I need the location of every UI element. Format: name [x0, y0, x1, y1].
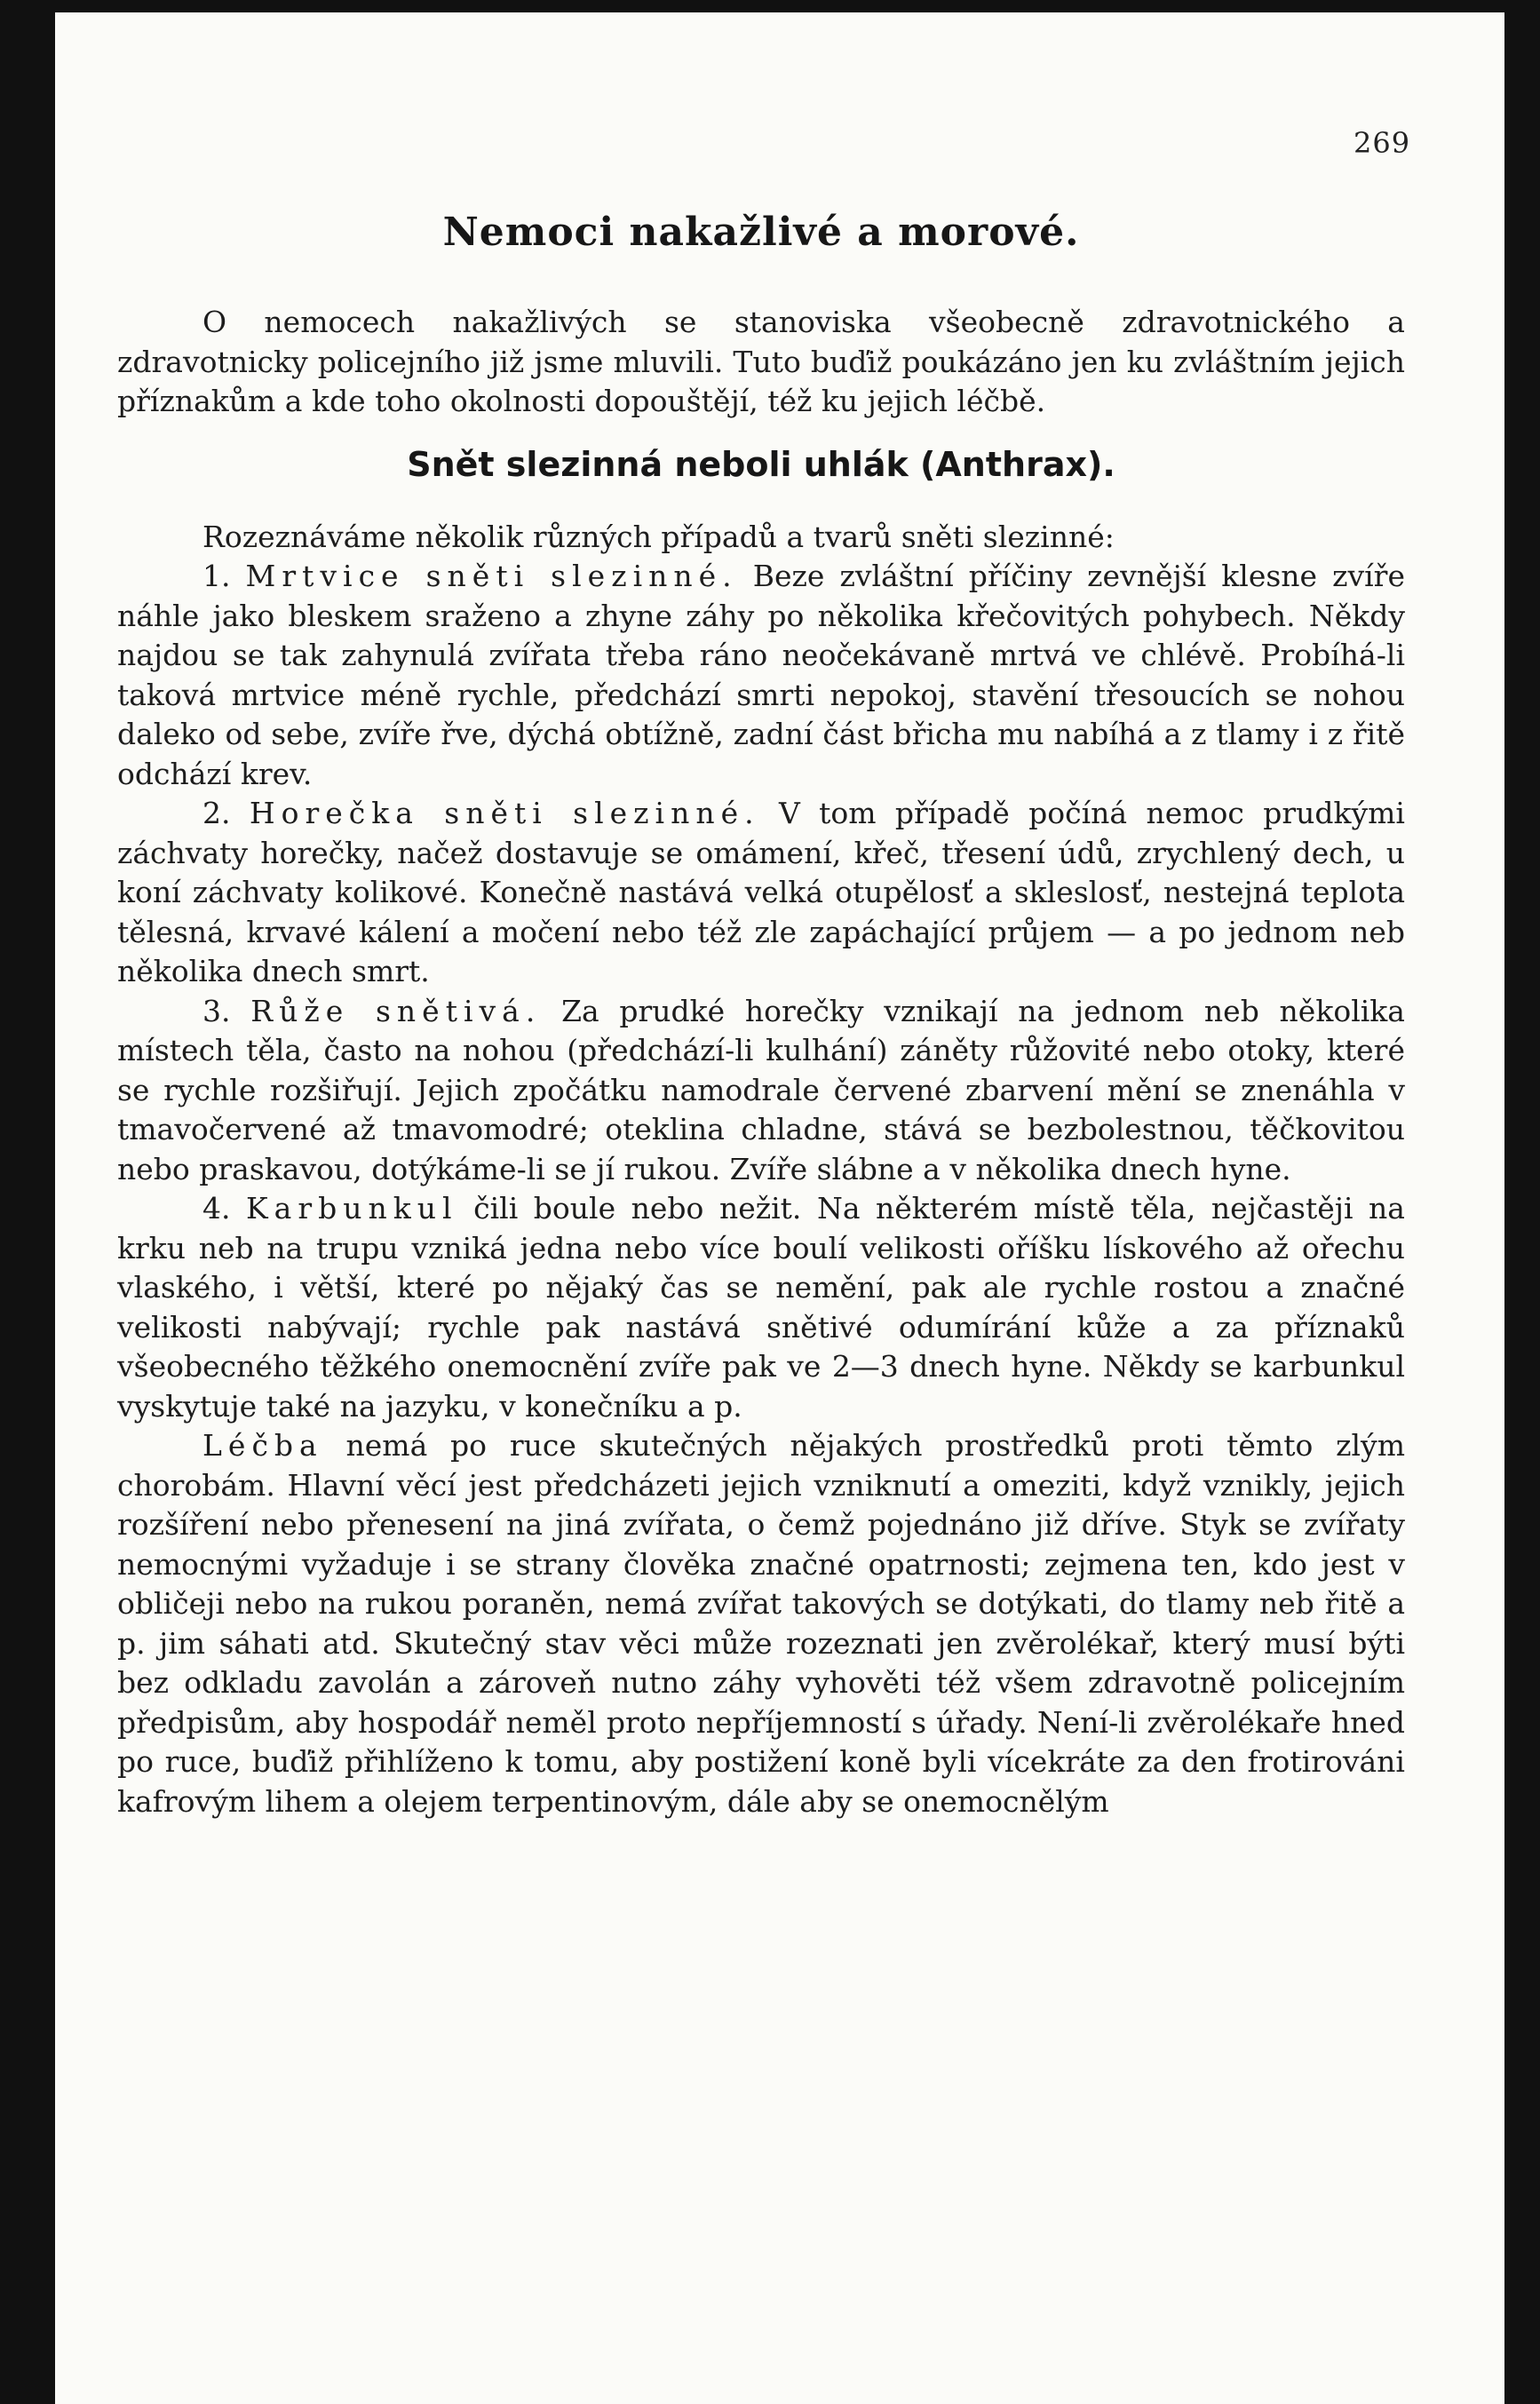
item-number: 1.: [202, 559, 231, 593]
section-title: Snět slezinná neboli uhlák (Anthrax).: [407, 444, 1115, 484]
list-item-2: [117, 794, 1405, 992]
list-item-4: [117, 1189, 1405, 1426]
treatment-text: nemá po ruce skutečných nějakých prostředků proti těmto zlým chorobám. Hlavní věcí jest předcházeti jejich vzniknutí a omeziti, když vznikly, jejich rozšíření nebo přenesení na jiná zvířata, o čemž pojednáno již dříve. Styk se zvířaty nemocnými vyžaduje i se strany člověka značné opatrnosti; zejmena ten, kdo jest v obličeji nebo na rukou poraněn, nemá zvířat takových se dotýkati, do tlamy neb řitě a p. jim sáhati atd. Skutečný stav věci může rozeznati jen zvěrolékař, který musí býti bez odkladu zavolán a zároveň nutno záhy vyhověti též všem zdravotně policejním předpisům, aby hospodář neměl proto nepříjemností s úřady. Není-li zvěrolékaře hned po ruce, buďiž přihlíženo k tomu, aby postižení koně byli vícekráte za den frotirováni kafrovým lihem a olejem terpentinovým, dále aby se onemocnělým: [117, 1428, 1405, 1819]
item-term: Růže snětivá.: [250, 993, 542, 1028]
lead-paragraph: Rozeznáváme několik různých případů a tvarů sněti slezinné:: [202, 519, 1115, 554]
page-content: [117, 210, 1405, 1821]
item-term: Mrtvice sněti slezinné.: [245, 559, 738, 593]
item-number: 2.: [202, 796, 231, 830]
list-item-1: [117, 557, 1405, 794]
item-text: V tom případě počíná nemoc prudkými záchvaty horečky, načež dostavuje se omámení, křeč, třesení údů, zrychlený dech, u koní záchvaty kolikové. Konečně nastává velká otupělosť a skleslosť, nestejná teplota tělesná, krvavé kálení a močení nebo též zle zapáchající průjem — a po jednom neb několika dnech smrt.: [117, 796, 1405, 988]
list-item-3: [117, 992, 1405, 1190]
item-text: Beze zvláštní příčiny zevnější klesne zvíře náhle jako bleskem sraženo a zhyne záhy po několika křečovitých pohybech. Někdy najdou se tak zahynulá zvířata třeba ráno neočekávaně mrtvá ve chlévě. Probíhá-li taková mrtvice méně rychle, předchází smrti nepokoj, stavění třesoucích se nohou daleko od sebe, zvíře řve, dýchá obtížně, zadní část břicha mu nabíhá a z tlamy i z řitě odchází krev.: [117, 559, 1405, 791]
item-number: 4.: [202, 1191, 231, 1226]
page-number: 269: [1353, 126, 1411, 160]
treatment-paragraph: [117, 1426, 1405, 1821]
treatment-term: Léčba: [202, 1428, 323, 1463]
intro-paragraph: O nemocech nakažlivých se stanoviska všeobecně zdravotnického a zdravotnicky policejního již jsme mluvili. Tuto buďiž poukázáno jen ku zvláštním jejich příznakům a kde toho okolnosti dopouštějí, též ku jejich léčbě.: [117, 305, 1405, 418]
item-term: Karbunkul: [246, 1191, 458, 1226]
item-text: Za prudké horečky vznikají na jednom neb několika místech těla, často na nohou (předchází-li kulhání) záněty růžovité nebo otoky, které se rychle rozšiřují. Jejich zpočátku namodrale červené zbarvení mění se znenáhla v tmavočervené až tmavomodré; oteklina chladne, stává se bezbolestnou, těčkovitou nebo praskavou, dotýkáme-li se jí rukou. Zvíře slábne a v několika dnech hyne.: [117, 993, 1405, 1186]
item-term: Horečka sněti slezinné.: [249, 796, 760, 830]
item-text: čili boule nebo nežit. Na některém místě těla, nejčastěji na krku neb na trupu vzniká jedna nebo více boulí velikosti oříšku lískového až ořechu vlaského, i větší, které po nějaký čas se nemění, pak ale rychle rostou a značné velikosti nabývají; rychle pak nastává snětivé odumírání kůže a za příznaků všeobecného těžkého onemocnění zvíře pak ve 2—3 dnech hyne. Někdy se karbunkul vyskytuje také na jazyku, v konečníku a p.: [117, 1191, 1405, 1424]
item-number: 3.: [202, 993, 231, 1028]
chapter-title: Nemoci nakažlivé a morové.: [442, 210, 1080, 255]
book-page: [55, 12, 1504, 2404]
